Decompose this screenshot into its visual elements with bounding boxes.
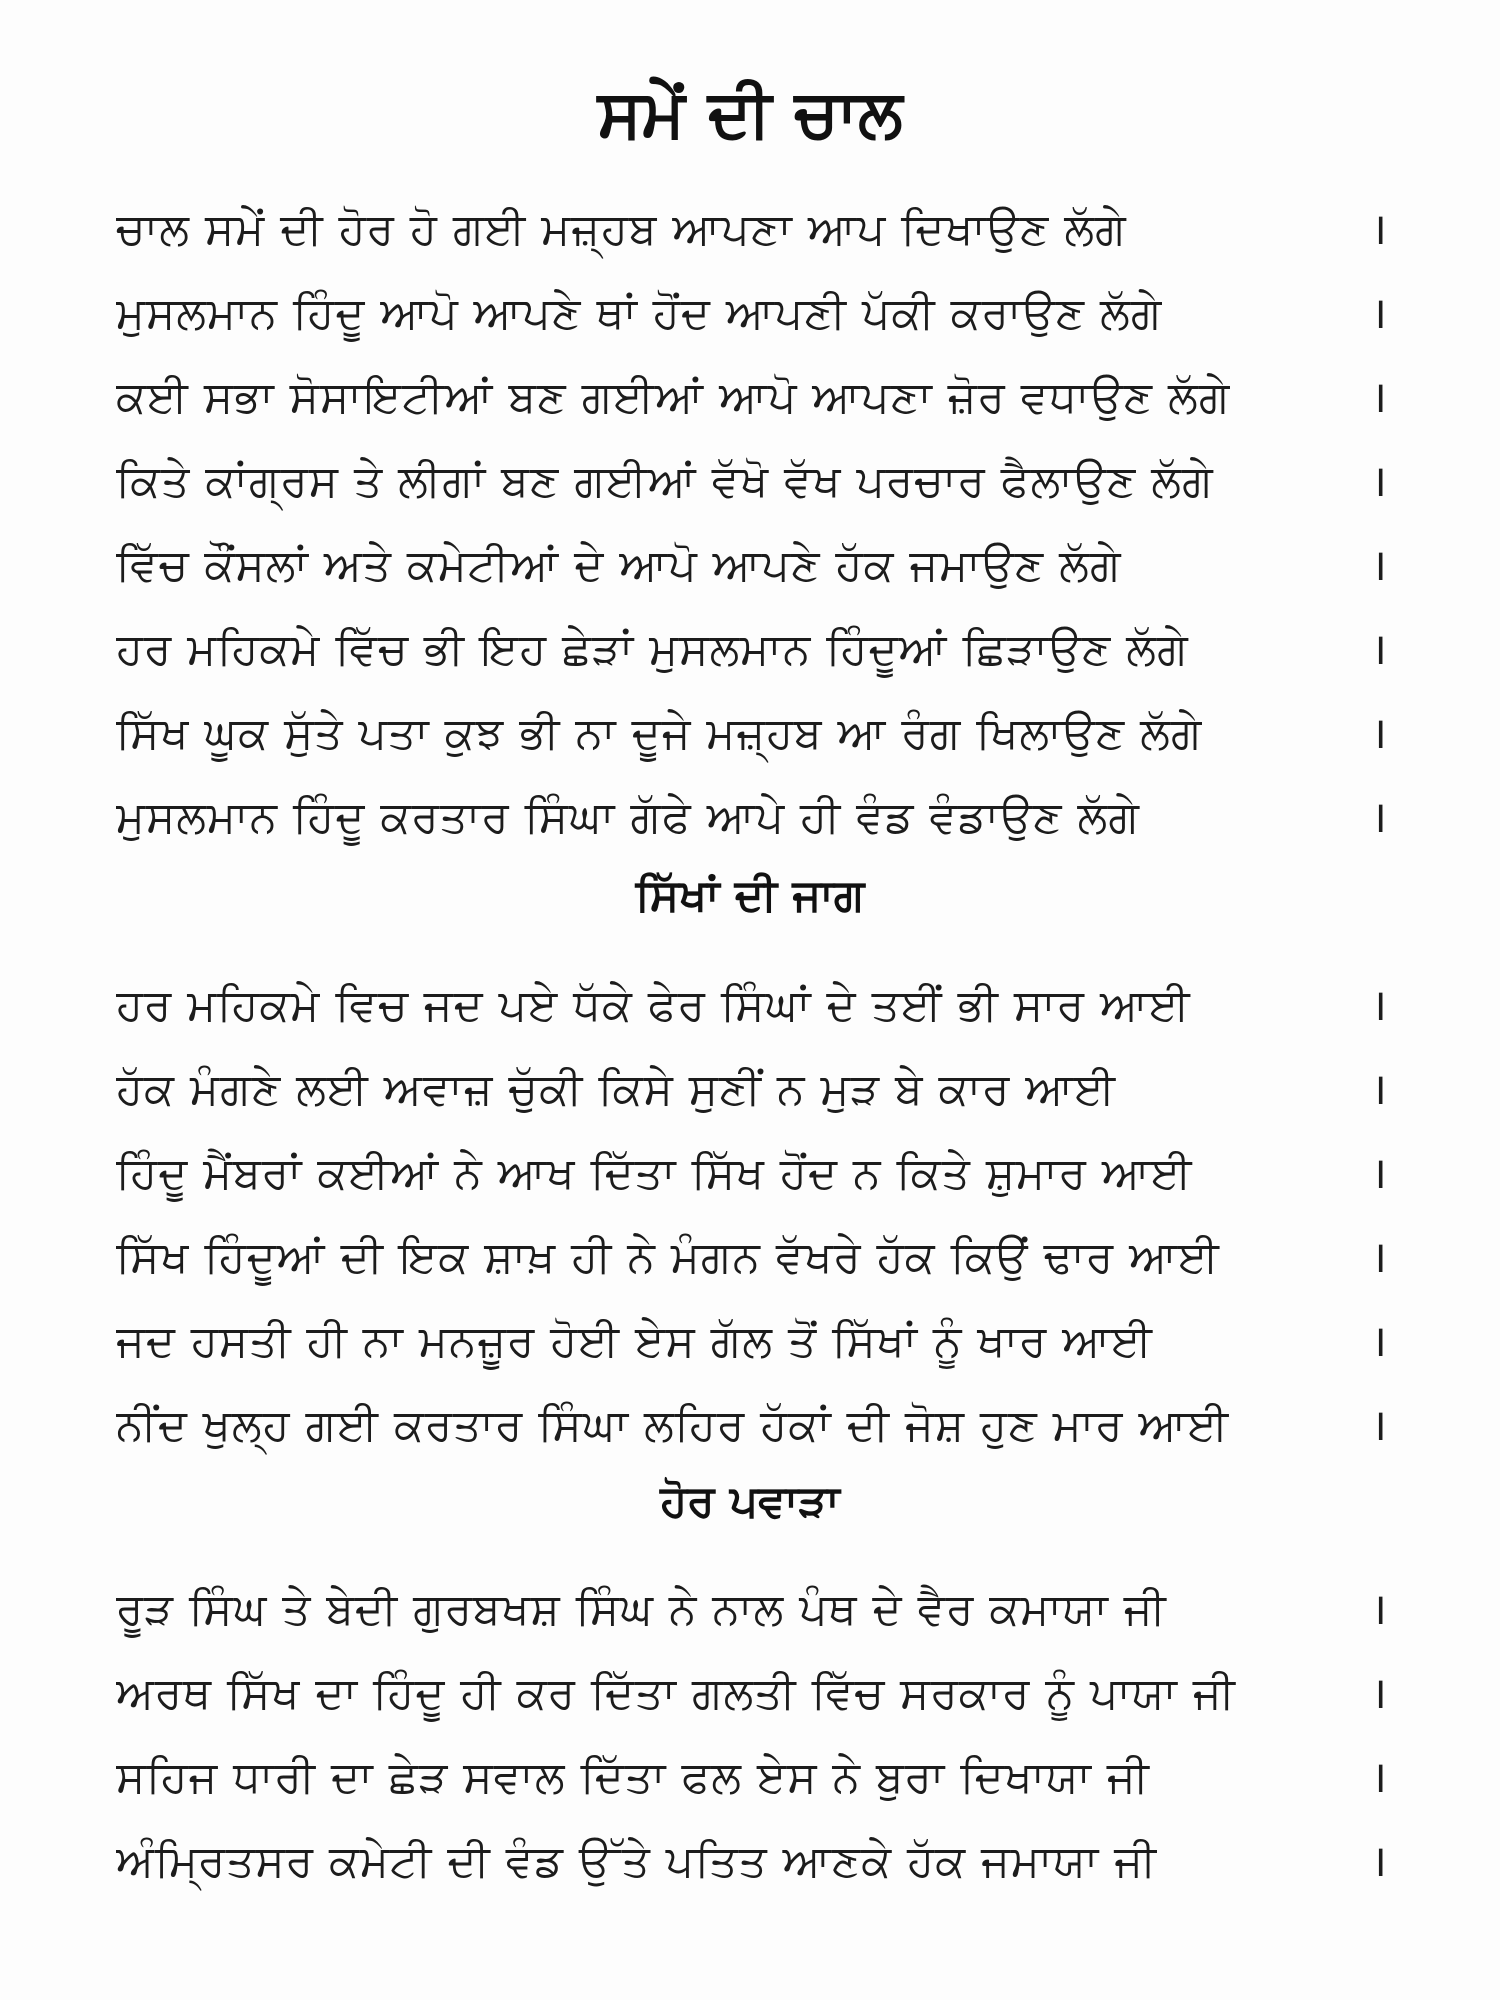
verse-line <box>116 964 1388 1048</box>
danda-mark: । <box>1370 372 1388 423</box>
verse-line <box>116 1820 1388 1904</box>
danda-mark: । <box>1370 1064 1388 1115</box>
verse-text: ਸਹਿਜ ਧਾਰੀ ਦਾ ਛੇੜ ਸਵਾਲ ਦਿੱਤਾ ਫਲ ਏਸ ਨੇ ਬੁਰਾ ਦਿਖਾਯਾ ਜੀ <box>116 1752 1150 1803</box>
danda-mark: । <box>1370 1316 1388 1367</box>
verse-line <box>116 1384 1388 1468</box>
verse-text: ਹਿੰਦੂ ਮੈਂਬਰਾਂ ਕਈਆਂ ਨੇ ਆਖ ਦਿੱਤਾ ਸਿੱਖ ਹੋਂਦ ਨ ਕਿਤੇ ਸ਼ੁਮਾਰ ਆਈ <box>116 1148 1193 1199</box>
verse-line <box>116 1132 1388 1216</box>
verse-line <box>116 524 1388 608</box>
verse-text: ਕਿਤੇ ਕਾਂਗ੍ਰਸ ਤੇ ਲੀਗਾਂ ਬਣ ਗਈਆਂ ਵੱਖੋ ਵੱਖ ਪਰਚਾਰ ਫੈਲਾਉਣ ਲੱਗੇ <box>116 456 1214 507</box>
verse-line <box>116 272 1388 356</box>
verse-text: ਅੰਮ੍ਰਿਤਸਰ ਕਮੇਟੀ ਦੀ ਵੰਡ ਉੱਤੇ ਪਤਿਤ ਆਣਕੇ ਹੱਕ ਜਮਾਯਾ ਜੀ <box>116 1836 1158 1887</box>
verse-text: ਜਦ ਹਸਤੀ ਹੀ ਨਾ ਮਨਜ਼ੂਰ ਹੋਈ ਏਸ ਗੱਲ ਤੋਂ ਸਿੱਖਾਂ ਨੂੰ ਖਾਰ ਆਈ <box>116 1316 1154 1367</box>
verse-line <box>116 1216 1388 1300</box>
verse-line <box>116 440 1388 524</box>
danda-mark: । <box>1370 1148 1388 1199</box>
verse-line <box>116 1652 1388 1736</box>
danda-mark: । <box>1370 540 1388 591</box>
danda-mark: । <box>1370 792 1388 843</box>
verse-text: ਹਰ ਮਹਿਕਮੇ ਵਿਚ ਜਦ ਪਏ ਧੱਕੇ ਫੇਰ ਸਿੰਘਾਂ ਦੇ ਤਈਂ ਭੀ ਸਾਰ ਆਈ <box>116 980 1191 1031</box>
verse-text: ਸਿੱਖ ਘੂਕ ਸੁੱਤੇ ਪਤਾ ਕੁਝ ਭੀ ਨਾ ਦੂਜੇ ਮਜ਼੍ਹਬ ਆ ਰੰਗ ਖਿਲਾਉਣ ਲੱਗੇ <box>116 708 1203 759</box>
danda-mark: । <box>1370 708 1388 759</box>
verse-line <box>116 776 1388 860</box>
danda-mark: । <box>1370 1836 1388 1887</box>
verse-text: ਨੀਂਦ ਖੁਲ੍ਹ ਗਈ ਕਰਤਾਰ ਸਿੰਘਾ ਲਹਿਰ ਹੱਕਾਂ ਦੀ ਜੋਸ਼ ਹੁਣ ਮਾਰ ਆਈ <box>116 1400 1230 1451</box>
danda-mark: । <box>1370 624 1388 675</box>
danda-mark: । <box>1370 204 1388 255</box>
danda-mark: । <box>1370 980 1388 1031</box>
verse-line <box>116 1568 1388 1652</box>
stanza-1 <box>116 188 1388 860</box>
verse-text: ਮੁਸਲਮਾਨ ਹਿੰਦੂ ਆਪੋ ਆਪਣੇ ਥਾਂ ਹੋਂਦ ਆਪਣੀ ਪੱਕੀ ਕਰਾਉਣ ਲੱਗੇ <box>116 288 1163 339</box>
danda-mark: । <box>1370 1752 1388 1803</box>
verse-line <box>116 1048 1388 1132</box>
verse-text: ਹੱਕ ਮੰਗਣੇ ਲਈ ਅਵਾਜ਼ ਚੁੱਕੀ ਕਿਸੇ ਸੁਣੀਂ ਨ ਮੁੜ ਬੇ ਕਾਰ ਆਈ <box>116 1064 1117 1115</box>
section-heading: ਹੋਰ ਪਵਾੜਾ <box>660 1476 840 1527</box>
verse-line <box>116 1736 1388 1820</box>
poem-title: ਸਮੇਂ ਦੀ ਚਾਲ <box>597 75 903 152</box>
verse-text: ਵਿੱਚ ਕੌਂਸਲਾਂ ਅਤੇ ਕਮੇਟੀਆਂ ਦੇ ਆਪੋ ਆਪਣੇ ਹੱਕ ਜਮਾਉਣ ਲੱਗੇ <box>116 540 1122 591</box>
danda-mark: । <box>1370 456 1388 507</box>
verse-text: ਸਿੱਖ ਹਿੰਦੂਆਂ ਦੀ ਇਕ ਸ਼ਾਖ਼ ਹੀ ਨੇ ਮੰਗਨ ਵੱਖਰੇ ਹੱਕ ਕਿਉਂ ਢਾਰ ਆਈ <box>116 1232 1220 1283</box>
verse-text: ਅਰਥ ਸਿੱਖ ਦਾ ਹਿੰਦੂ ਹੀ ਕਰ ਦਿੱਤਾ ਗਲਤੀ ਵਿੱਚ ਸਰਕਾਰ ਨੂੰ ਪਾਯਾ ਜੀ <box>116 1668 1236 1719</box>
stanza-3 <box>116 1568 1388 1904</box>
danda-mark: । <box>1370 1668 1388 1719</box>
danda-mark: । <box>1370 1584 1388 1635</box>
verse-text: ਹਰ ਮਹਿਕਮੇ ਵਿੱਚ ਭੀ ਇਹ ਛੇੜਾਂ ਮੁਸਲਮਾਨ ਹਿੰਦੂਆਂ ਛਿੜਾਉਣ ਲੱਗੇ <box>116 624 1189 675</box>
verse-line <box>116 608 1388 692</box>
verse-line <box>116 692 1388 776</box>
verse-text: ਮੁਸਲਮਾਨ ਹਿੰਦੂ ਕਰਤਾਰ ਸਿੰਘਾ ਗੱਫੇ ਆਪੇ ਹੀ ਵੰਡ ਵੰਡਾਉਣ ਲੱਗੇ <box>116 792 1140 843</box>
verse-text: ਚਾਲ ਸਮੇਂ ਦੀ ਹੋਰ ਹੋ ਗਈ ਮਜ਼੍ਹਬ ਆਪਣਾ ਆਪ ਦਿਖਾਉਣ ਲੱਗੇ <box>116 204 1127 255</box>
stanza-2 <box>116 964 1388 1468</box>
verse-line <box>116 188 1388 272</box>
verse-text: ਕਈ ਸਭਾ ਸੋਸਾਇਟੀਆਂ ਬਣ ਗਈਆਂ ਆਪੋ ਆਪਣਾ ਜ਼ੋਰ ਵਧਾਉਣ ਲੱਗੇ <box>116 372 1231 423</box>
verse-line <box>116 356 1388 440</box>
verse-text: ਰੂੜ ਸਿੰਘ ਤੇ ਬੇਦੀ ਗੁਰਬਖਸ਼ ਸਿੰਘ ਨੇ ਨਾਲ ਪੰਥ ਦੇ ਵੈਰ ਕਮਾਯਾ ਜੀ <box>116 1584 1167 1635</box>
section-heading: ਸਿੱਖਾਂ ਦੀ ਜਾਗ <box>635 870 865 921</box>
danda-mark: । <box>1370 288 1388 339</box>
danda-mark: । <box>1370 1400 1388 1451</box>
verse-line <box>116 1300 1388 1384</box>
danda-mark: । <box>1370 1232 1388 1283</box>
